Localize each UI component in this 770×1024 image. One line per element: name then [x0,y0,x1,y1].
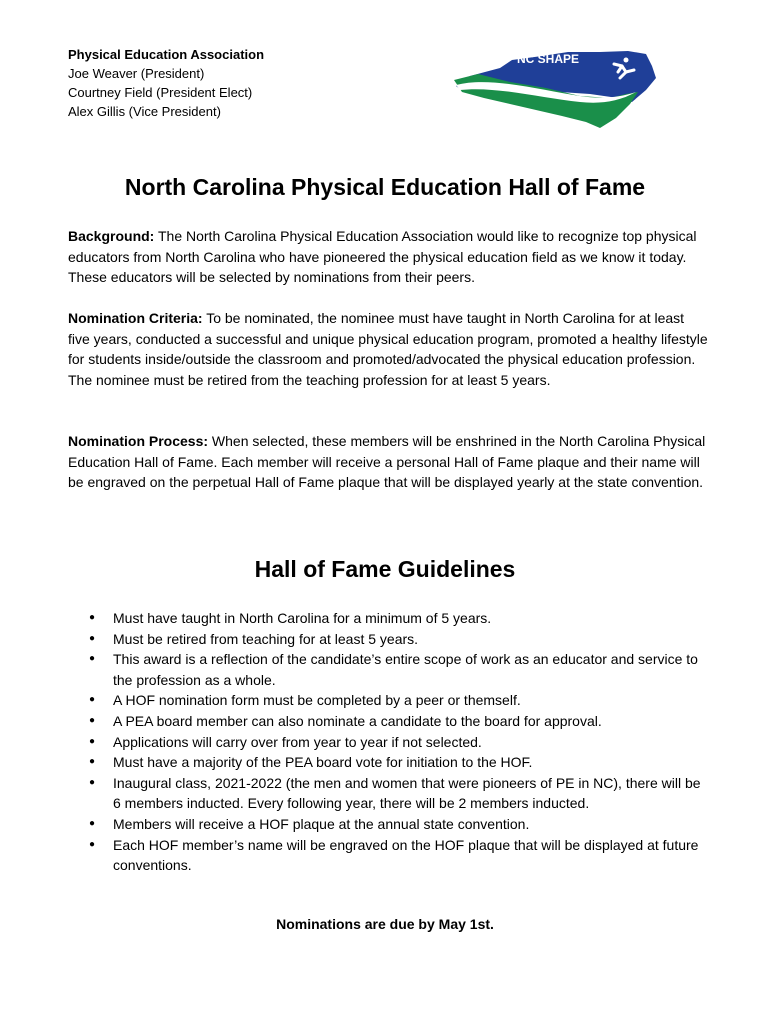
guidelines-list [89,608,709,876]
guideline-item: ● Must have taught in North Carolina for a minimum of 5 years. [89,608,709,629]
nomination-process-label: Nomination Process: [68,433,209,449]
nomination-criteria-text: To be nominated, the nominee must have taught in North Carolina for at least five years, conducted a successful and unique physical education program, promoted a healthy lifestyle for students inside/outside the classroom and promoted/advocated the physical education profession. The nominee must be retired from the teaching profession for at least 5 years. [68,310,708,388]
officer-vice-president: Alex Gillis (Vice President) [68,104,221,119]
guideline-item: ● A PEA board member can also nominate a candidate to the board for approval. [89,711,709,732]
nomination-process-text: When selected, these members will be enshrined in the North Carolina Physical Education Hall of Fame. Each member will receive a personal Hall of Fame plaque and their name will be engraved on the perpetual Hall of Fame plaque that will be displayed yearly at the state convention. [68,433,706,491]
page-title: North Carolina Physical Education Hall of Fame [124,174,646,200]
guidelines-heading: Hall of Fame Guidelines [254,556,516,582]
guideline-item: ● Inaugural class, 2021-2022 (the men and women that were pioneers of PE in NC), there will be 6 members inducted. Every following year, there will be 2 members inducted. [89,773,709,814]
nc-shape-logo [450,46,662,130]
nomination-criteria-label: Nomination Criteria: [68,310,203,326]
nomination-deadline: Nominations are due by May 1st. [276,916,494,932]
background-text: The North Carolina Physical Education Association would like to recognize top physical educators from North Carolina who have pioneered the physical education field as we know it today. These educators will be selected by nominations from their peers. [68,228,697,286]
guideline-item: ● This award is a reflection of the candidate’s entire scope of work as an educator and service to the profession as a whole. [89,649,709,690]
nomination-process-paragraph [68,431,708,493]
guideline-item: ● Must be retired from teaching for at least 5 years. [89,629,709,650]
guideline-item: ● Applications will carry over from year to year if not selected. [89,732,709,753]
guideline-item: ● Each HOF member’s name will be engraved on the HOF plaque that will be displayed at future conventions. [89,835,709,876]
letterhead [68,45,264,121]
background-paragraph [68,226,708,288]
officer-president-elect: Courtney Field (President Elect) [68,85,253,100]
guideline-item: ● Members will receive a HOF plaque at the annual state convention. [89,814,709,835]
guideline-item: ● Must have a majority of the PEA board vote for initiation to the HOF. [89,752,709,773]
organization-name: Physical Education Association [68,47,265,62]
guideline-item: ● A HOF nomination form must be completed by a peer or themself. [89,690,709,711]
background-label: Background: [68,228,155,244]
officer-president: Joe Weaver (President) [68,66,205,81]
logo-text: NC SHAPE [516,52,580,66]
nomination-criteria-paragraph [68,308,708,390]
